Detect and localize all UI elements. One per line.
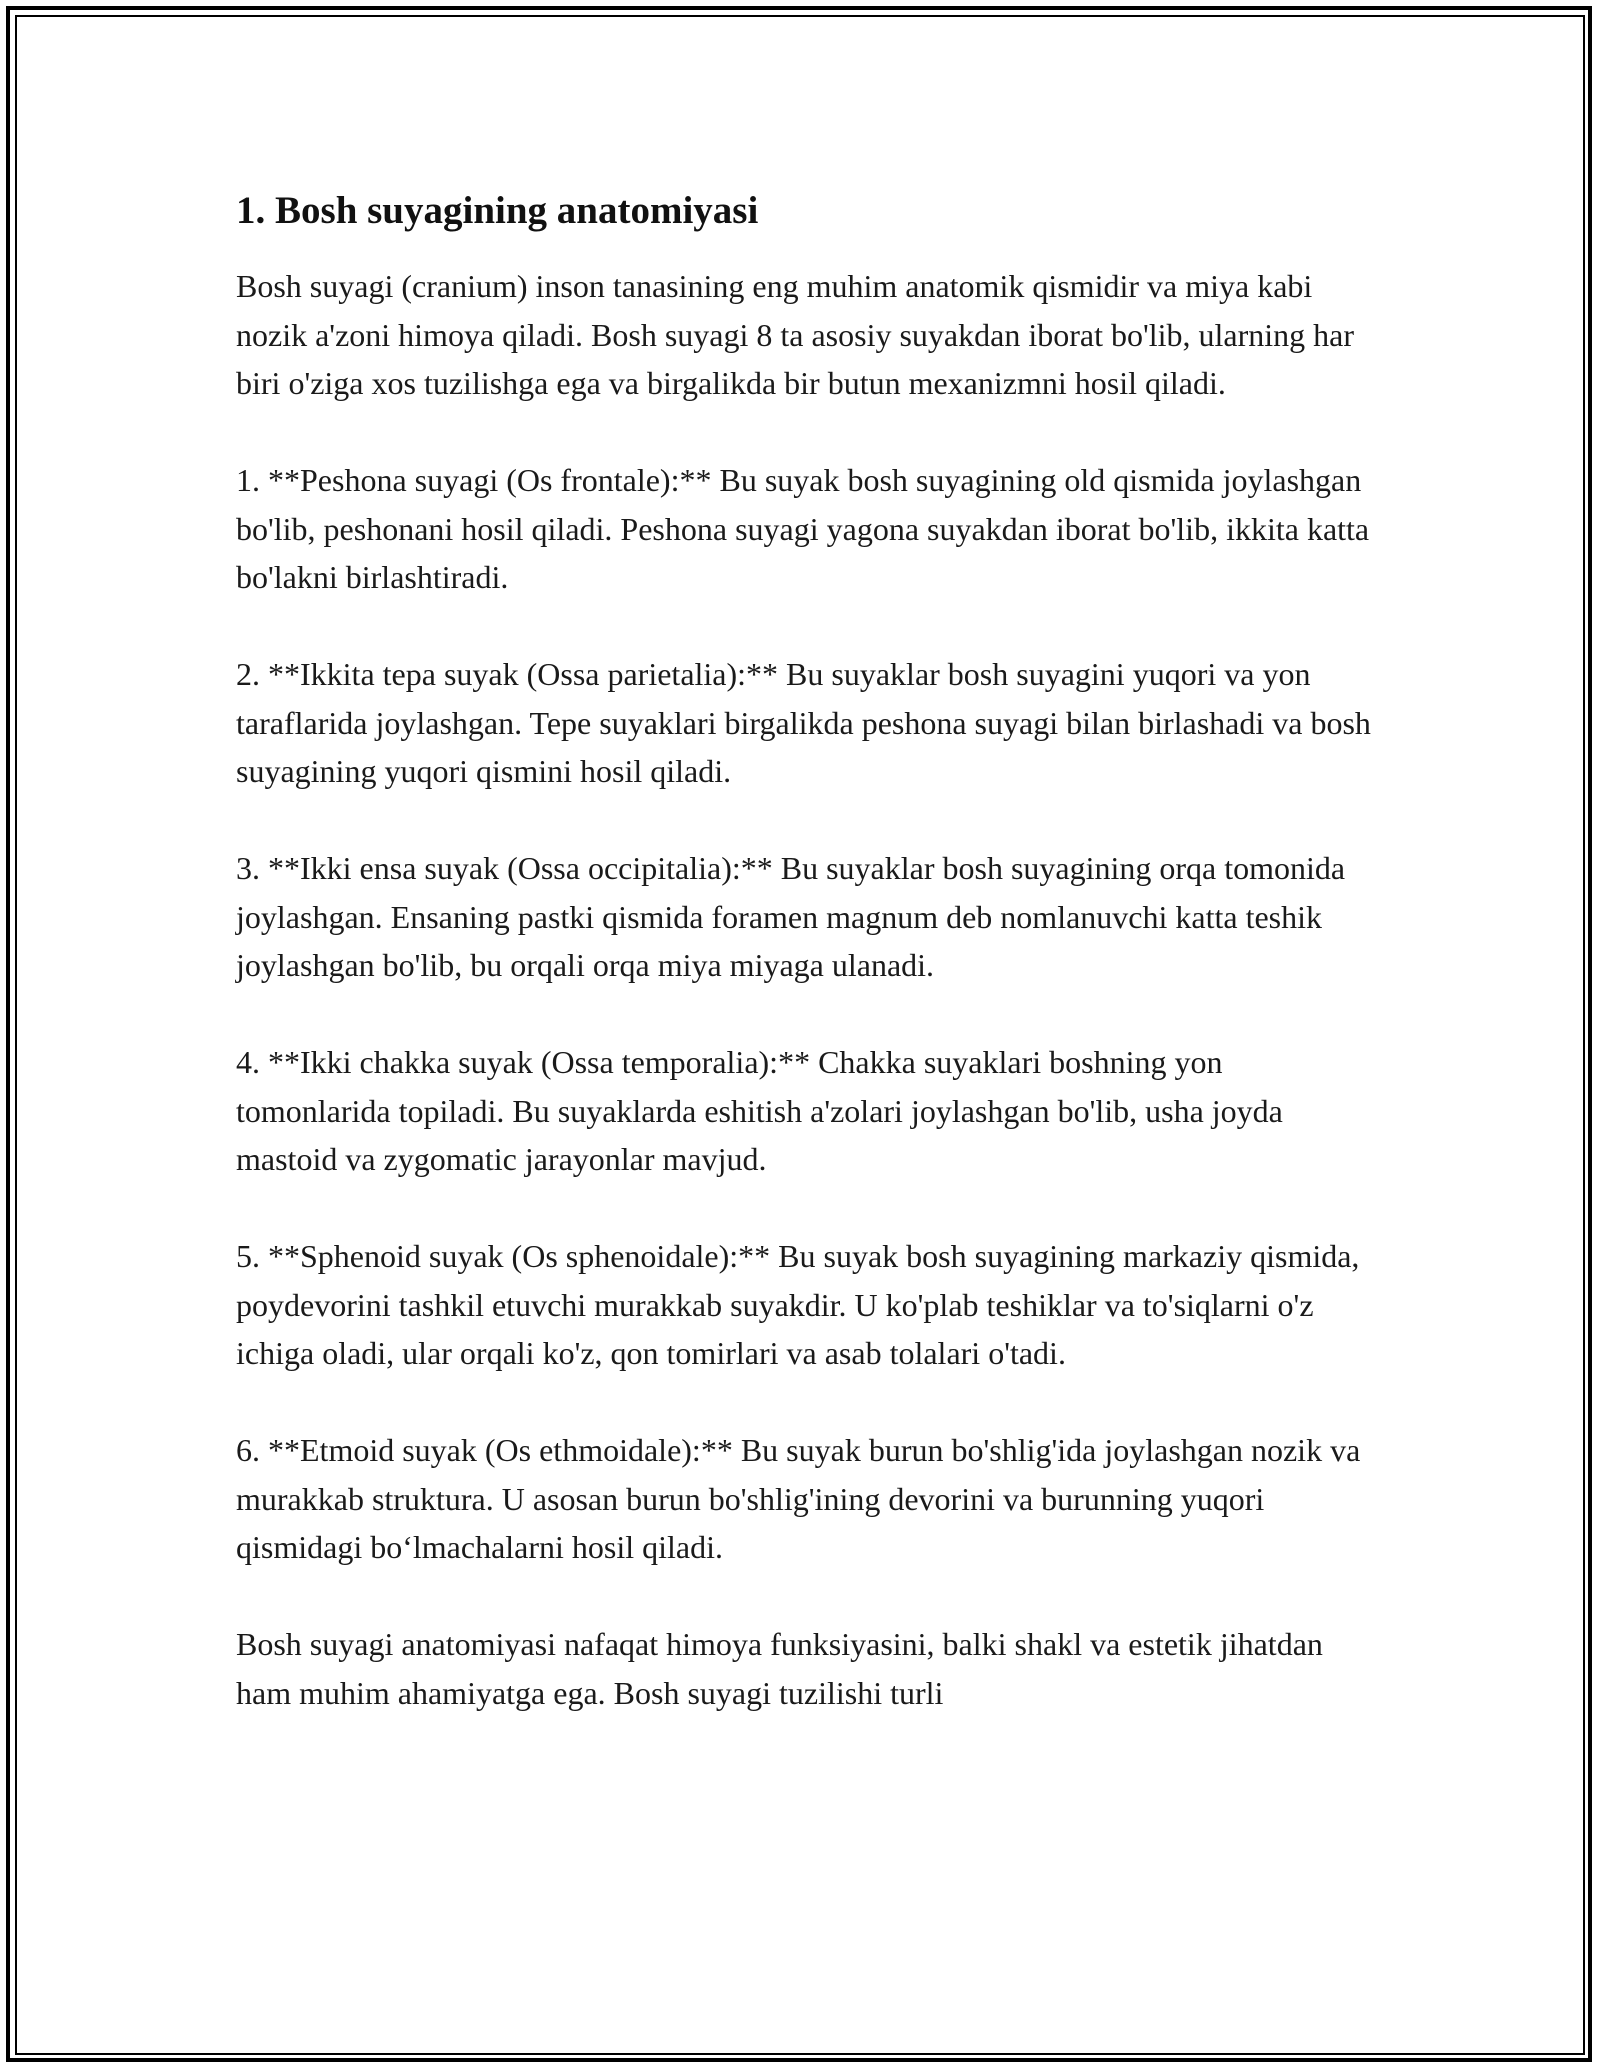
list-item-temporal-bones: 4. **Ikki chakka suyak (Ossa temporalia):** Chakka suyaklari boshning yon tomonlarida topiladi. Bu suyaklarda eshitish a'zolari joylashgan bo'lib, usha joyda mastoid va zygomatic jarayonlar mavjud. (236, 1044, 1283, 1177)
list-item-frontal-bone: 1. **Peshona suyagi (Os frontale):** Bu suyak bosh suyagining old qismida joylashgan bo'lib, peshonani hosil qiladi. Peshona suyagi yagona suyakdan iborat bo'lib, ikkita katta bo'lakni birlashtiradi. (236, 462, 1370, 595)
list-item-ethmoid-bone: 6. **Etmoid suyak (Os ethmoidale):** Bu suyak burun bo'shlig'ida joylashgan nozik va murakkab struktura. U asosan burun bo'shlig'ining devorini va burunning yuqori qismidagi bo‘lmachalarni hosil qiladi. (236, 1432, 1361, 1565)
list-item-parietal-bones: 2. **Ikkita tepa suyak (Ossa parietalia):** Bu suyaklar bosh suyagini yuqori va yon taraflarida joylashgan. Tepe suyaklari birgalikda peshona suyagi bilan birlashadi va bosh suyagining yuqori qismini hosil qiladi. (236, 656, 1371, 789)
document-title: 1. Bosh suyagining anatomiyasi (236, 189, 759, 232)
list-item-occipital-bones: 3. **Ikki ensa suyak (Ossa occipitalia):** Bu suyaklar bosh suyagining orqa tomonida joylashgan. Ensaning pastki qismida foramen magnum deb nomlanuvchi katta teshik joylashgan bo'lib, bu orqali orqa miya miyaga ulanadi. (236, 850, 1346, 983)
closing-paragraph: Bosh suyagi anatomiyasi nafaqat himoya funksiyasini, balki shakl va estetik jihatdan ham muhim ahamiyatga ega. Bosh suyagi tuzilishi turli (236, 1626, 1323, 1711)
list-item-sphenoid-bone: 5. **Sphenoid suyak (Os sphenoidale):** Bu suyak bosh suyagining markaziy qismida, poydevorini tashkil etuvchi murakkab suyakdir. U ko'plab teshiklar va to'siqlarni o'z ichiga oladi, ular orqali ko'z, qon tomirlari va asab tolalari o'tadi. (236, 1238, 1360, 1371)
intro-paragraph: Bosh suyagi (cranium) inson tanasining eng muhim anatomik qismidir va miya kabi nozik a'zoni himoya qiladi. Bosh suyagi 8 ta asosiy suyakdan iborat bo'lib, ularning har biri o'ziga xos tuzilishga ega va birgalikda bir butun mexanizmni hosil qiladi. (236, 268, 1354, 401)
document-body (236, 186, 1372, 1717)
